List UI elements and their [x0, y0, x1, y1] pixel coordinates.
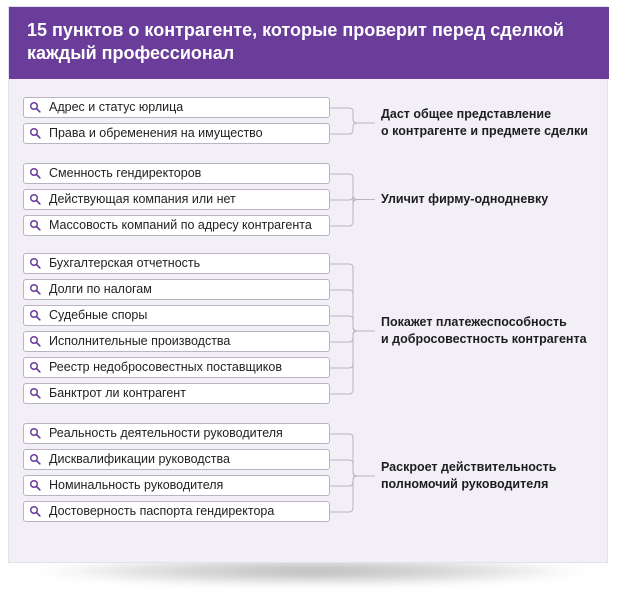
connector-line	[330, 434, 375, 476]
magnifier-icon	[29, 219, 41, 231]
checklist-item-label: Достоверность паспорта гендиректора	[49, 504, 275, 518]
infographic-card	[8, 6, 608, 563]
magnifier-icon	[29, 361, 41, 373]
connector-line	[330, 316, 375, 331]
group-note	[381, 191, 548, 208]
connector-line	[330, 200, 375, 227]
checklist-item	[23, 279, 330, 300]
magnifier-icon	[29, 387, 41, 399]
checklist-item-label: Судебные споры	[49, 308, 148, 322]
checklist-item	[23, 449, 330, 470]
checklist-item	[23, 475, 330, 496]
magnifier-icon	[29, 335, 41, 347]
checklist-item	[23, 501, 330, 522]
checklist-item	[23, 123, 330, 144]
connector-line	[330, 460, 375, 476]
title-line-1: 15 пунктов о контрагенте, которые проверит перед сделкой	[27, 20, 564, 40]
checklist-item-label: Долги по налогам	[49, 282, 152, 296]
checklist-item	[23, 305, 330, 326]
group-note	[381, 106, 588, 140]
checklist-item	[23, 189, 330, 210]
connector-line	[330, 331, 375, 368]
magnifier-icon	[29, 193, 41, 205]
checklist-item-label: Адрес и статус юрлица	[49, 100, 184, 114]
magnifier-icon	[29, 505, 41, 517]
checklist-item-label: Исполнительные производства	[49, 334, 231, 348]
checklist-item-label: Реальность деятельности руководителя	[49, 426, 283, 440]
checklist-item-label: Действующая компания или нет	[49, 192, 236, 206]
magnifier-icon	[29, 257, 41, 269]
checklist-item	[23, 383, 330, 404]
checklist-item	[23, 357, 330, 378]
connector-line	[330, 476, 375, 512]
connector-line	[330, 331, 375, 342]
magnifier-icon	[29, 127, 41, 139]
magnifier-icon	[29, 453, 41, 465]
group-note-line: Даст общее представление	[381, 107, 552, 121]
checklist-item-label: Реестр недобросовестных поставщиков	[49, 360, 282, 374]
title-banner	[9, 7, 609, 79]
checklist-item-label: Номинальность руководителя	[49, 478, 224, 492]
checklist-item-label: Дисквалификации руководства	[49, 452, 230, 466]
magnifier-icon	[29, 427, 41, 439]
checklist-item	[23, 423, 330, 444]
checklist-item-label: Бухгалтерская отчетность	[49, 256, 201, 270]
group-note-line: полномочий руководителя	[381, 477, 549, 491]
group-note-line: Покажет платежеспособность	[381, 315, 567, 329]
group-note-line: и добросовестность контрагента	[381, 332, 587, 346]
checklist-item	[23, 163, 330, 184]
connector-line	[330, 108, 375, 123]
magnifier-icon	[29, 283, 41, 295]
title-line-2: каждый профессионал	[27, 43, 235, 63]
group-note-line: Раскроет действительность	[381, 460, 557, 474]
magnifier-icon	[29, 101, 41, 113]
group-note-line: Уличит фирму-однодневку	[381, 192, 549, 206]
connector-line	[330, 174, 375, 200]
checklist-item-label: Банктрот ли контрагент	[49, 386, 186, 400]
checklist-item-label: Права и обременения на имущество	[49, 126, 263, 140]
group-note	[381, 314, 587, 348]
connector-line	[330, 331, 375, 394]
magnifier-icon	[29, 309, 41, 321]
checklist-item	[23, 97, 330, 118]
group-note	[381, 459, 556, 493]
checklist-item	[23, 253, 330, 274]
connector-line	[330, 290, 375, 331]
magnifier-icon	[29, 479, 41, 491]
checklist-item-label: Массовость компаний по адресу контрагента	[49, 218, 312, 232]
checklist-item-label: Сменность гендиректоров	[49, 166, 202, 180]
magnifier-icon	[29, 167, 41, 179]
connector-line	[330, 476, 375, 486]
checklist-item	[23, 331, 330, 352]
group-note-line: о контрагенте и предмете сделки	[381, 124, 588, 138]
connector-line	[330, 196, 375, 204]
connector-line	[330, 123, 375, 134]
connector-line	[330, 264, 375, 331]
checklist-item	[23, 215, 330, 236]
